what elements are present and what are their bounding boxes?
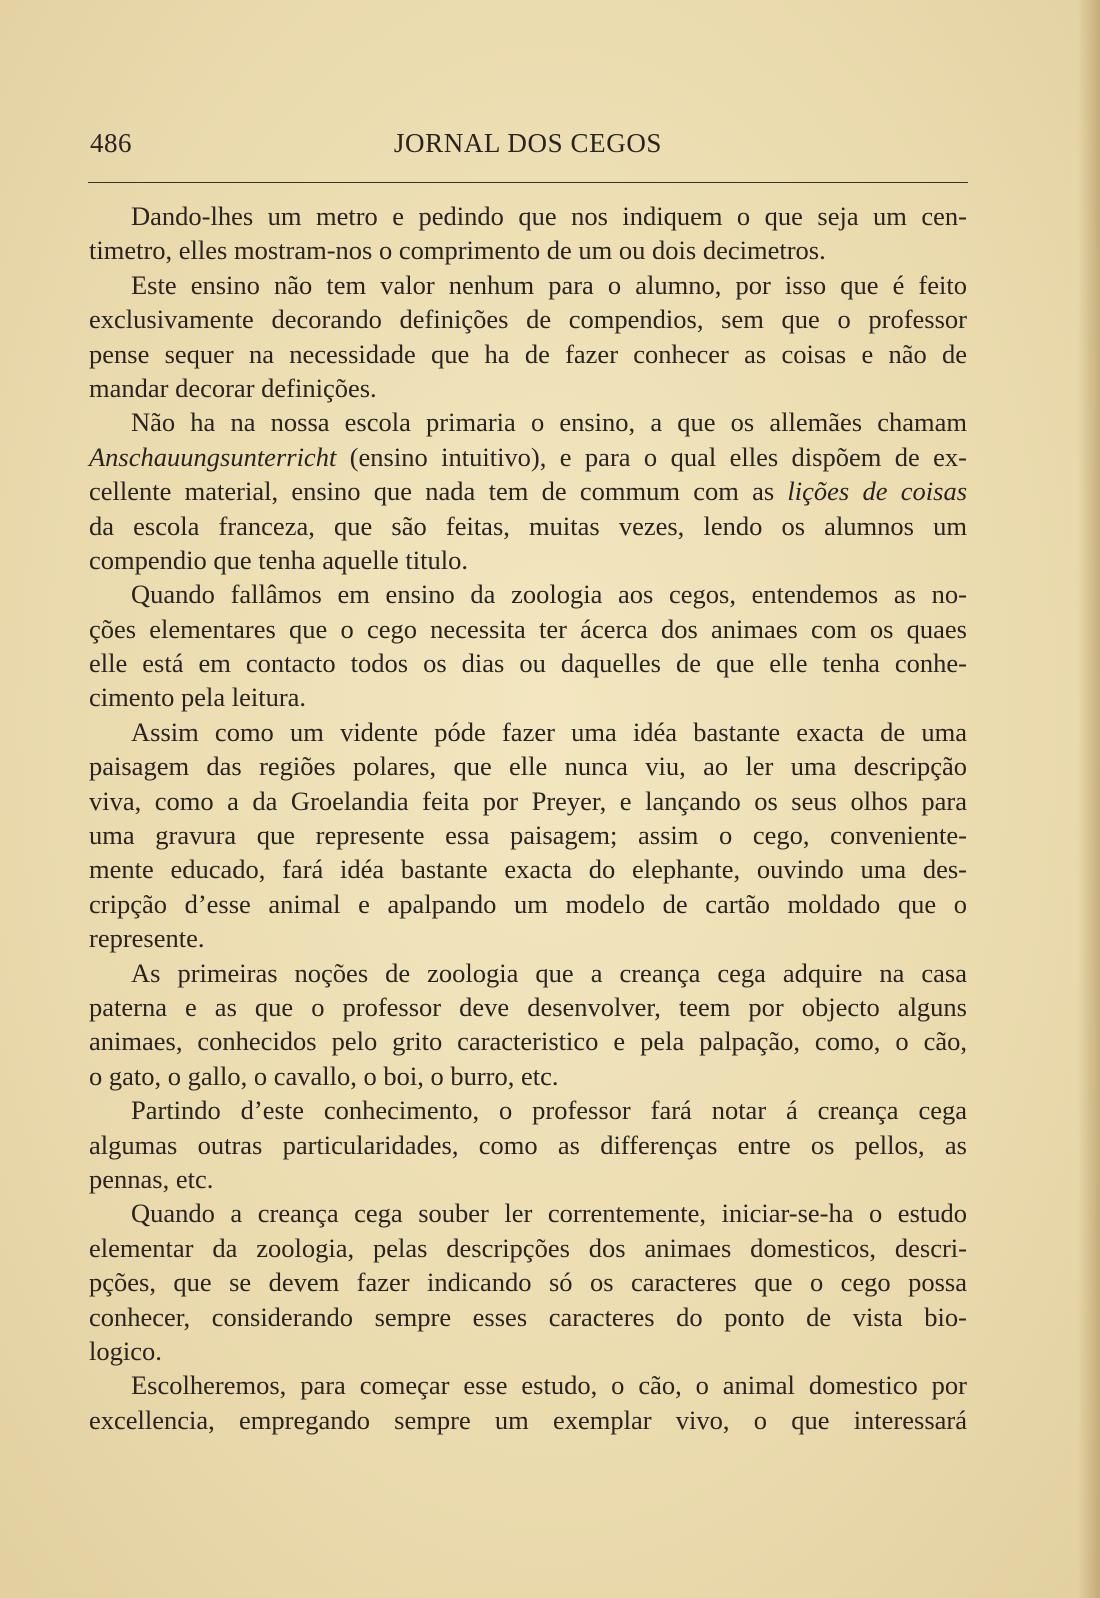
text-line: Assim como um vidente póde fazer uma idéa bastante exacta de uma — [131, 716, 967, 747]
text-line: exclusivamente decorando definições de compendios, sem que o professor — [89, 304, 967, 335]
text-line: Partindo d’este conhecimento, o professor fará notar á creança cega — [131, 1095, 967, 1126]
text-line: algumas outras particularidades, como as differenças entre os pellos, as — [89, 1129, 967, 1160]
text-line: mente educado, fará idéa bastante exacta do elephante, ouvindo uma des- — [89, 854, 967, 885]
text-line: timetro, elles mostram-nos o comprimento de um ou dois decimetros. — [89, 235, 826, 266]
page-number: 486 — [90, 128, 132, 158]
text-line: Anschauungsunterricht (ensino intuitivo), e para o qual elles dispõem de ex- — [89, 441, 967, 472]
text-line: pções, que se devem fazer indicando só os caracteres que o cego possa — [89, 1267, 967, 1298]
text-line: ções elementares que o cego necessita ter ácerca dos animaes com os quaes — [89, 613, 967, 644]
text-line: o gato, o gallo, o cavallo, o boi, o burro, etc. — [89, 1060, 559, 1091]
header-rule — [88, 182, 968, 183]
text-line: Escolheremos, para começar esse estudo, o cão, o animal domestico por — [131, 1370, 967, 1401]
italic-term: lições de coisas — [787, 476, 968, 507]
text-line: conhecer, considerando sempre esses caracteres do ponto de vista bio- — [89, 1301, 967, 1332]
running-head: JORNAL DOS CEGOS — [393, 128, 663, 158]
text-line: pennas, etc. — [89, 1163, 214, 1194]
text-line: Este ensino não tem valor nenhum para o alumno, por isso que é feito — [131, 269, 967, 300]
text-line: logico. — [89, 1335, 162, 1366]
text-line: Quando a creança cega souber ler correntemente, iniciar-se-ha o estudo — [131, 1198, 967, 1229]
text-line: mandar decorar definições. — [89, 372, 377, 403]
text-line: paisagem das regiões polares, que elle nunca viu, ao ler uma descripção — [89, 751, 967, 782]
italic-term: Anschauungsunterricht — [89, 441, 337, 472]
text-line: elementar da zoologia, pelas descripções dos animaes domesticos, descri- — [89, 1232, 967, 1263]
text-line: da escola franceza, que são feitas, muitas vezes, lendo os alumnos um — [89, 510, 967, 541]
text-line: uma gravura que represente essa paisagem; assim o cego, conveniente- — [89, 820, 967, 851]
text-line: compendio que tenha aquelle titulo. — [89, 544, 468, 575]
text-line: Não ha na nossa escola primaria o ensino, a que os allemães chamam — [131, 407, 967, 438]
text-line: Quando fallâmos em ensino da zoologia aos cegos, entendemos as no- — [131, 579, 967, 610]
text-line: elle está em contacto todos os dias ou daquelles de que elle tenha conhe- — [89, 648, 967, 679]
body-text — [89, 199, 967, 1437]
text-line: cripção d’esse animal e apalpando um modelo de cartão moldado que o — [89, 888, 967, 919]
text-line: pense sequer na necessidade que ha de fazer conhecer as coisas e não de — [89, 338, 967, 369]
text-line: viva, como a da Groelandia feita por Preyer, e lançando os seus olhos para — [89, 785, 967, 816]
text-line: cellente material, ensino que nada tem de commum com as lições de coisas — [89, 476, 968, 507]
page-header — [88, 128, 968, 168]
text-line: Dando-lhes um metro e pedindo que nos indiquem o que seja um cen- — [131, 201, 967, 231]
text-line: animaes, conhecidos pelo grito caracteristico e pela palpação, como, o cão, — [89, 1026, 967, 1057]
text-line: cimento pela leitura. — [89, 682, 307, 713]
text-line: excellencia, empregando sempre um exemplar vivo, o que interessará — [89, 1404, 967, 1435]
text-line: represente. — [89, 923, 205, 954]
text-line: paterna e as que o professor deve desenvolver, teem por objecto alguns — [89, 991, 967, 1022]
text-line: As primeiras noções de zoologia que a creança cega adquire na casa — [131, 957, 967, 988]
